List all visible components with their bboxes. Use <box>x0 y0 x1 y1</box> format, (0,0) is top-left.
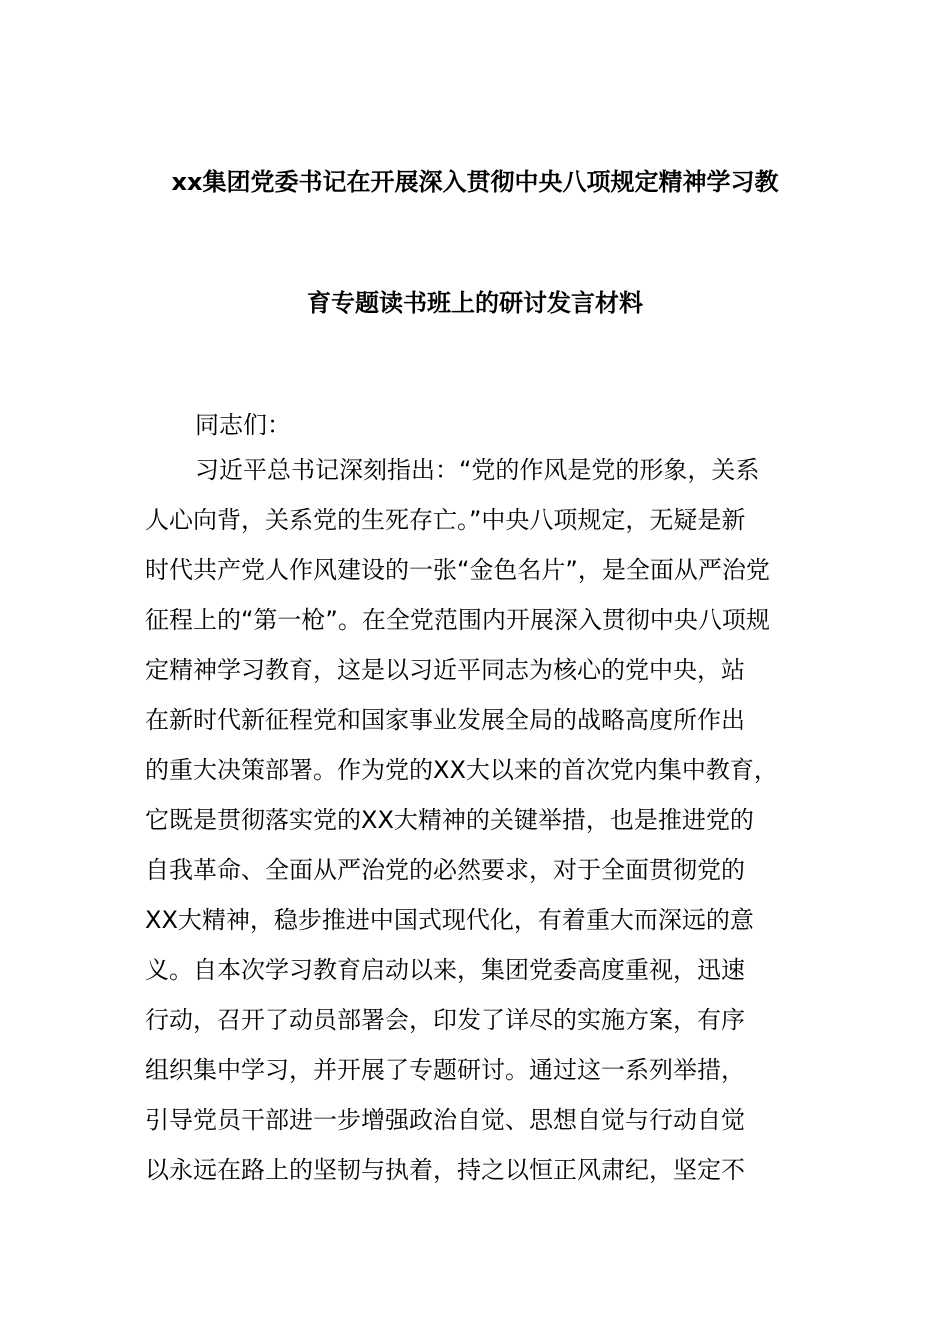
body-line: 时代共产党人作风建设的一张“金色名片”，是全面从严治党 <box>145 556 770 584</box>
body-line: 引导党员干部进一步增强政治自觉、思想自觉与行动自觉 <box>145 1106 745 1134</box>
body-line: 定精神学习教育，这是以习近平同志为核心的党中央，站 <box>145 656 745 684</box>
body-line: 行动，召开了动员部署会，印发了详尽的实施方案，有序 <box>145 1006 745 1034</box>
body-line: 人心向背，关系党的生死存亡。”中央八项规定，无疑是新 <box>145 506 746 534</box>
body-paragraph <box>145 455 845 1205</box>
document-title-line-2: 育专题读书班上的研讨发言材料 <box>307 289 643 317</box>
body-line: 在新时代新征程党和国家事业发展全局的战略高度所作出 <box>145 706 745 734</box>
body-line: 它既是贯彻落实党的XX大精神的关键举措，也是推进党的 <box>145 806 754 834</box>
body-line: 组织集中学习，并开展了专题研讨。通过这一系列举措， <box>145 1056 745 1084</box>
body-line: XX大精神，稳步推进中国式现代化，有着重大而深远的意 <box>145 906 754 934</box>
body-line: 以永远在路上的坚韧与执着，持之以恒正风肃纪，坚定不 <box>145 1156 745 1184</box>
greeting-text: 同志们： <box>195 411 291 439</box>
body-line: 义。自本次学习教育启动以来，集团党委高度重视，迅速 <box>145 956 745 984</box>
body-line: 习近平总书记深刻指出：“党的作风是党的形象，关系 <box>195 456 760 484</box>
body-line: 征程上的“第一枪”。在全党范围内开展深入贯彻中央八项规 <box>145 606 770 634</box>
document-title-line-1: xx集团党委书记在开展深入贯彻中央八项规定精神学习教 <box>171 168 779 196</box>
body-line: 的重大决策部署。作为党的XX大以来的首次党内集中教育， <box>145 756 778 784</box>
body-line: 自我革命、全面从严治党的必然要求，对于全面贯彻党的 <box>145 856 745 884</box>
